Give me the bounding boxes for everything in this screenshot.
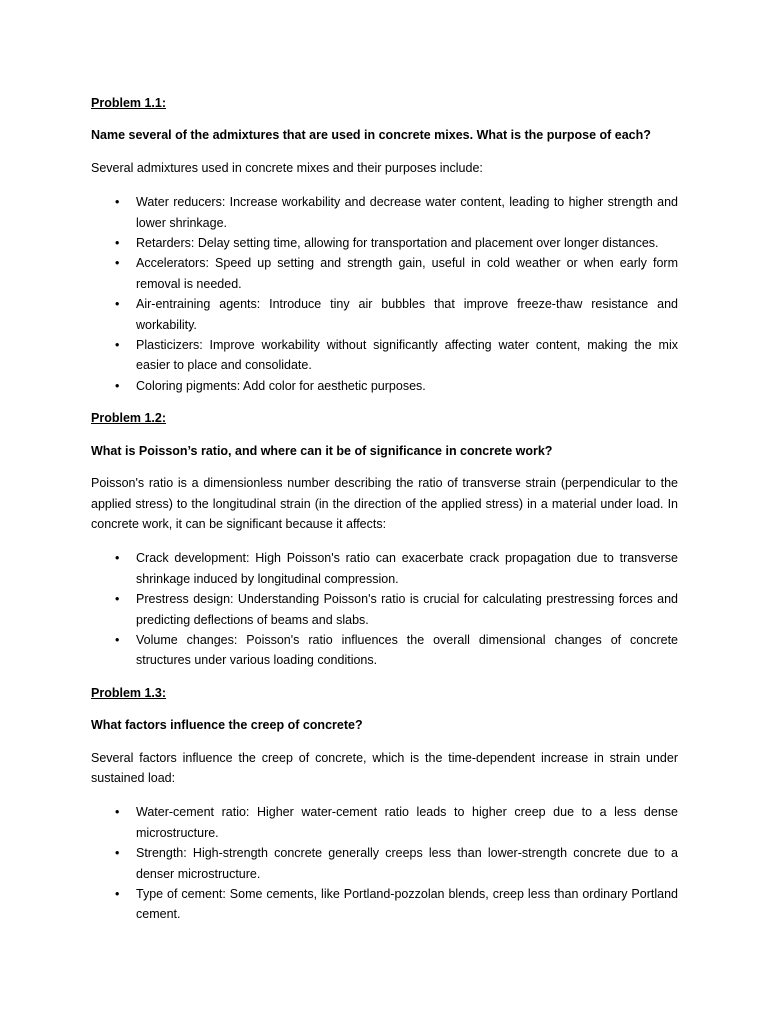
bullet-icon: • — [115, 846, 120, 861]
problem-section-1 — [91, 93, 678, 396]
bullet-icon: • — [115, 805, 120, 820]
document-page — [91, 93, 678, 937]
list-item — [91, 548, 678, 589]
list-item — [91, 376, 678, 396]
list-item — [91, 630, 678, 671]
question-text: What is Poisson’s ratio, and where can it be of significance in concrete work? — [91, 443, 553, 458]
problem-heading: Problem 1.1: — [91, 96, 167, 110]
list-item — [91, 192, 678, 233]
bullet-icon: • — [115, 236, 120, 251]
list-item — [91, 884, 678, 925]
bullet-icon: • — [115, 297, 120, 312]
intro-paragraph: Poisson's ratio is a dimensionless number describing the ratio of transverse strain (perpendicular to the applied stress) to the longitudinal strain (in the direction of the applied stress) in a material under load. In concrete work, it can be significant because it affects: — [91, 476, 678, 531]
bullet-icon: • — [115, 551, 120, 566]
list-item-text: Prestress design: Understanding Poisson's ratio is crucial for calculating prestressing forces and predicting deflections of beams and slabs. — [136, 592, 678, 627]
intro-paragraph: Several factors influence the creep of concrete, which is the time-dependent increase in strain under sustained load: — [91, 750, 678, 785]
problem-heading: Problem 1.2: — [91, 411, 167, 426]
list-item — [91, 335, 678, 376]
list-item — [91, 589, 678, 630]
bullet-list — [91, 548, 678, 670]
bullet-list — [91, 192, 678, 396]
bullet-icon: • — [115, 592, 120, 607]
bullet-list — [91, 802, 678, 924]
bullet-icon: • — [115, 195, 120, 210]
question-text: What factors influence the creep of concrete? — [91, 718, 363, 733]
bullet-icon: • — [115, 378, 120, 393]
list-item-text: Crack development: High Poisson's ratio can exacerbate crack propagation due to transverse shrinkage induced by longitudinal compression. — [136, 551, 678, 586]
list-item — [91, 802, 678, 843]
list-item — [91, 294, 678, 335]
list-item-text: Air-entraining agents: Introduce tiny air bubbles that improve freeze-thaw resistance and workability. — [136, 297, 678, 332]
list-item-text: Volume changes: Poisson's ratio influences the overall dimensional changes of concrete structures under various loading conditions. — [136, 632, 678, 668]
list-item — [91, 843, 678, 884]
list-item-text: Retarders: Delay setting time, allowing for transportation and placement over longer distances. — [136, 236, 659, 251]
list-item-text: Coloring pigments: Add color for aesthetic purposes. — [136, 378, 426, 393]
bullet-icon: • — [115, 887, 120, 901]
bullet-icon: • — [115, 338, 120, 353]
list-item — [91, 253, 678, 294]
list-item-text: Strength: High-strength concrete generally creeps less than lower-strength concrete due to a denser microstructure. — [136, 846, 678, 881]
question-text: Name several of the admixtures that are used in concrete mixes. What is the purpose of each? — [91, 128, 651, 143]
list-item-text: Accelerators: Speed up setting and strength gain, useful in cold weather or when early form removal is needed. — [136, 256, 678, 291]
problem-heading: Problem 1.3: — [91, 685, 167, 700]
problem-section-3 — [91, 683, 678, 925]
list-item-text: Water-cement ratio: Higher water-cement ratio leads to higher creep due to a less dense microstructure. — [136, 805, 678, 840]
bullet-icon: • — [115, 632, 120, 647]
list-item — [91, 233, 678, 253]
problem-section-2 — [91, 408, 678, 670]
bullet-icon: • — [115, 256, 120, 271]
list-item-text: Plasticizers: Improve workability without significantly affecting water content, making the mix easier to place and consolidate. — [136, 338, 678, 373]
intro-paragraph: Several admixtures used in concrete mixes and their purposes include: — [91, 160, 483, 175]
list-item-text: Type of cement: Some cements, like Portland-pozzolan blends, creep less than ordinary Portland cement. — [136, 887, 678, 922]
list-item-text: Water reducers: Increase workability and decrease water content, leading to higher strength and lower shrinkage. — [136, 195, 678, 230]
